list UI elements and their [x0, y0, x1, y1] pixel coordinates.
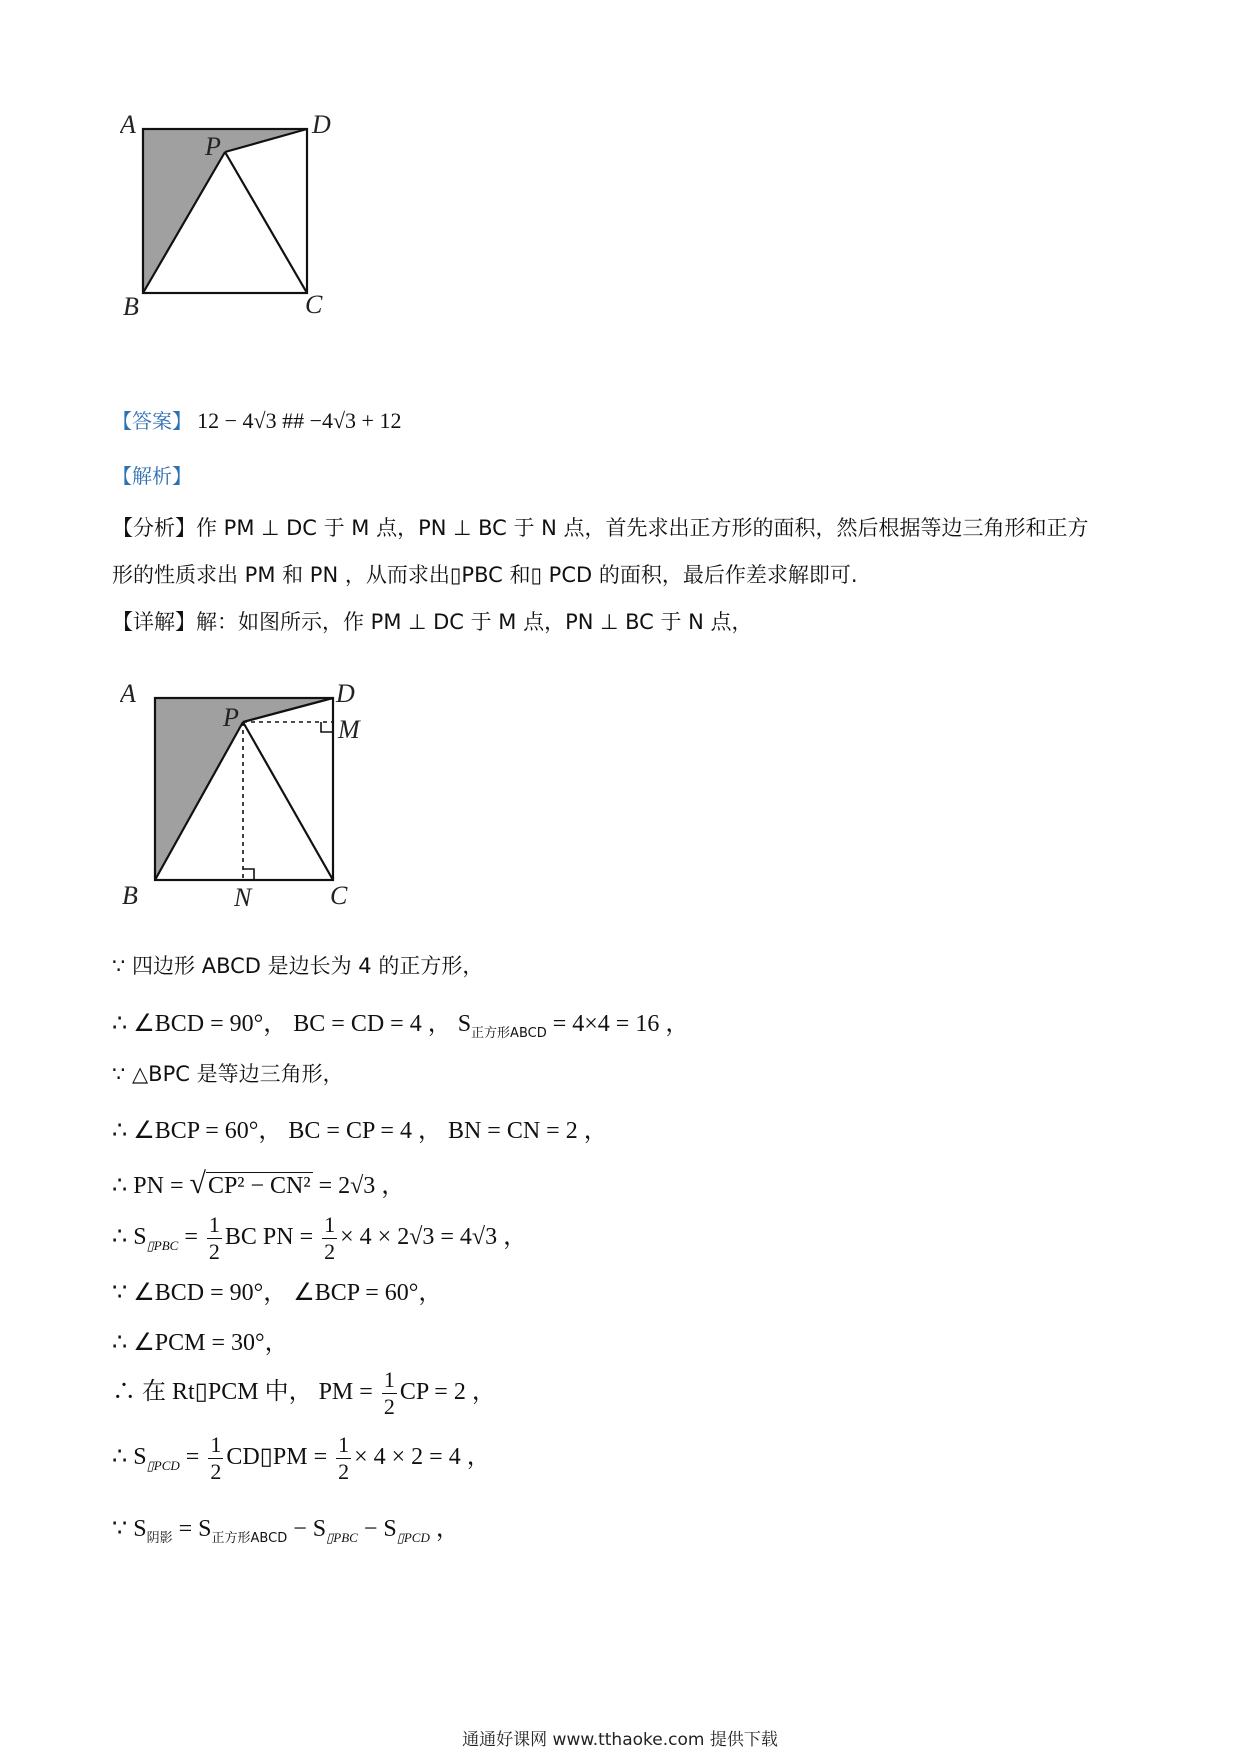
label-c-2: C	[330, 881, 348, 910]
label-b-2: B	[122, 881, 138, 910]
step-9	[112, 1367, 496, 1420]
step-6-mid: =	[178, 1224, 204, 1251]
label-d-2: D	[336, 679, 355, 708]
label-p-2: P	[223, 703, 239, 732]
step-1	[112, 950, 483, 980]
step-5-pre: ∴ PN =	[112, 1173, 190, 1199]
step-3	[112, 1058, 344, 1088]
analysis-tag: 【解析】	[112, 464, 192, 488]
label-a-2: A	[120, 679, 136, 708]
step-2-sub: 正方形ABCD	[471, 1026, 547, 1041]
step-2	[112, 1003, 689, 1041]
step-7	[112, 1272, 442, 1307]
answer-line	[112, 405, 401, 434]
step-1-text: ∵ 四边形 ABCD 是边长为 4 的正方形，	[112, 954, 484, 978]
label-b-1: B	[123, 292, 139, 321]
step-9-pre: ∴ 在 Rt▯PCM 中， PM =	[112, 1379, 379, 1406]
figure-square-2	[120, 670, 380, 910]
xiangjie-line-1	[112, 606, 753, 636]
fraction-half-2: $\frac{1}{2}$	[324, 1212, 336, 1264]
page-footer: 通通好课网 www.tthaoke.com 提供下载	[462, 1730, 778, 1750]
step-5-post: = 2√3 ，	[312, 1173, 406, 1199]
fenxi-text-1: 作 PM ⊥ DC 于 M 点，PN ⊥ BC 于 N 点，首先求出正方形的面积，然后根据等边三角形和正方	[196, 516, 1089, 540]
answer-value: 12 − 4√3 ## −4√3 + 12	[197, 408, 402, 433]
step-10-b: × 4 × 2 = 4 ，	[354, 1444, 491, 1471]
step-6	[112, 1212, 527, 1265]
answer-tag: 【答案】	[112, 409, 192, 433]
step-2-pre: ∴ ∠BCD = 90°， BC = CD = 4 ， S	[112, 1011, 472, 1037]
fraction-half-1: $\frac{1}{2}$	[208, 1212, 220, 1264]
step-6-a: BC PN =	[224, 1224, 320, 1251]
step-4-text: ∴ ∠BCP = 60°， BC = CP = 4 ， BN = CN = 2 ，	[112, 1118, 608, 1144]
fenxi-tag: 【分析】	[112, 516, 196, 540]
step-10-a: CD▯PM =	[226, 1444, 334, 1471]
step-10-pre: ∴ S	[112, 1444, 147, 1471]
right-angle-m	[321, 722, 333, 732]
step-8-text: ∴ ∠PCM = 30°，	[112, 1330, 289, 1356]
step-10: ∴ $S_{▯PCD}$ = $\frac{1}{2}$ CD▯PM = $\frac{1}{2}$ × 4 × 2 = 4 ，	[112, 1432, 491, 1484]
step-10-sub: ▯PCD	[146, 1458, 180, 1474]
label-n-2: N	[234, 883, 252, 910]
label-d-1: D	[312, 115, 331, 139]
xiangjie-tag: 【详解】	[112, 610, 196, 634]
fraction-half-3: $\frac{1}{2}$	[383, 1367, 395, 1419]
step-3-text: ∵ △BPC 是等边三角形，	[112, 1062, 344, 1086]
label-a-1: A	[120, 115, 136, 139]
step-11-pre: ∵ S	[112, 1516, 147, 1542]
step-11: ∵ $S_{阴影} = S_{正方形ABCD} - S_{▯PBC} - S_{▯PCD}$ ，	[112, 1516, 460, 1546]
step-6-b: × 4 × 2√3 = 4√3 ，	[340, 1224, 528, 1251]
step-9-post: CP = 2 ，	[399, 1379, 496, 1406]
step-5-radicand: CP² − CN²	[207, 1173, 311, 1199]
step-6-pre: ∴ S	[112, 1224, 147, 1251]
label-p-1: P	[205, 132, 221, 161]
xiangjie-text-1: 解：如图所示，作 PM ⊥ DC 于 M 点，PN ⊥ BC 于 N 点，	[196, 610, 753, 634]
right-angle-n	[243, 869, 254, 880]
step-2-post: = 4×4 = 16 ，	[546, 1011, 690, 1037]
fraction-half-4: $\frac{1}{2}$	[210, 1432, 222, 1484]
label-m-2: M	[338, 715, 360, 744]
segment-pc-1	[225, 152, 307, 293]
fenxi-line-1	[112, 512, 1089, 542]
step-7-text: ∵ ∠BCD = 90°， ∠BCP = 60°，	[112, 1280, 443, 1306]
fenxi-line-2: 形的性质求出 PM 和 PN ，从而求出▯PBC 和▯ PCD 的面积，最后作差求解即可.	[112, 563, 858, 587]
step-8	[112, 1322, 289, 1357]
figure-square-1	[120, 115, 380, 365]
step-6-sub: ▯PBC	[146, 1238, 179, 1254]
fraction-half-5: $\frac{1}{2}$	[338, 1432, 350, 1484]
label-c-1: C	[305, 290, 323, 319]
step-5: ∴ PN = √CP² − CN² = 2√3 ，	[112, 1167, 406, 1200]
step-4	[112, 1110, 608, 1145]
segment-pc-2	[243, 722, 333, 880]
